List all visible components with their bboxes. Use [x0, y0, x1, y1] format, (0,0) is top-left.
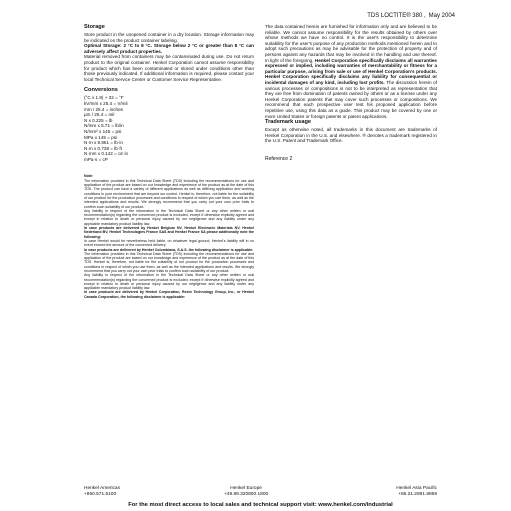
product-title: TDS LOCTITE® 380 , — [367, 13, 426, 19]
storage-optimal-bold: Optimal Storage: 2 °C to 8 °C. Storage below 2 °C or greater than 8 °C can adversely affect product properties. — [84, 43, 254, 54]
conversion-item: N x 0.225 = lb — [84, 117, 113, 123]
disclaimer-text-b: The discussion herein of various processes or compositions is not to be interpreted as representation that they are free from domination of patents owned by others or as a license under any Henkel Corporation patents that may cover such processes or compositions. We recommend that each prospective user test his proposed application before repetitive use, using this data as a guide. This product may be covered by one or more United States or foreign patents or patent applications. — [265, 79, 437, 119]
note-paragraph: The information provided in this Technical Data Sheet (TDS) including the recommendations for use and application of the product are based on our knowledge and experience of the product as at the date of this TDS. Henkel is, therefore, not liable for the suitability of our product for the production processes and conditions in respect of which you use them, as well as the intended applications and results. We strongly recommend that you carry out your own prior trials to confirm such suitability of our product. — [84, 251, 254, 273]
footer-americas — [84, 486, 120, 498]
conversion-item: kV/mm x 25.4 = V/mil — [84, 100, 128, 106]
footer-asia — [396, 486, 437, 498]
storage-text-1: Store product in the unopened container in a dry location. Storage information may be indicated on the product container labeling. — [84, 32, 254, 43]
footer-europe — [224, 486, 268, 498]
left-column — [84, 24, 254, 299]
note-paragraph-bold: In case products are delivered by Henkel Belgium NV, Henkel Electronic Materials NV, Henkel Nederland BV, Henkel Technologies France SAS and Henkel France SA please additionally note the following: — [84, 226, 254, 239]
conversion-item: mm / 25.4 = inches — [84, 106, 123, 112]
note-paragraph: The information provided in this Technical Data Sheet (TDS) including the recommendations for use and application of the product are based on our knowledge and experience of the product as at the date of this TDS. The product can have a variety of different applications as well as differing application and working conditions in your environment that are beyond our control. Henkel is, therefore, not liable for the suitability of our product for the production processes and conditions in respect of which you use them, as well as the intended applications and results. We strongly recommend that you carry out your own prior trials to confirm such suitability of our product. — [84, 178, 254, 209]
disclaimer-text-bold: Henkel Corporation specifically disclaims all warranties expressed or implied, including warranties of merchantability or fitness for a particular purpose, arising from sale or use of Henkel Corporation's products. Henkel Corporation specifically disclaims any liability for consequential or incidental damages of any kind, including lost profits. — [265, 57, 437, 85]
conversion-item: (°C x 1.8) + 32 = °F — [84, 95, 124, 101]
asia-phone: +86.21.2891.8859 — [398, 492, 437, 497]
conversion-item: N/mm x 5.71 = lb/in — [84, 123, 124, 129]
trademark-text: Except as otherwise noted, all trademarks in this document are trademarks of Henkel Corporation in the U.S. and elsewhere. ® denotes a trademark registered in the U.S. Patent and Trademark Office. — [265, 127, 437, 144]
storage-text-2: Material removed from containers may be contaminated during use. Do not return product to the original container. Henkel Corporation cannot assume responsibility for product which has been contaminated or stored under conditions other than those previously indicated. If additional information is required, please contact your local Technical Service Center or Customer Service Representative. — [84, 54, 254, 82]
note-paragraph-bold: In case products are delivered by Henkel Corporation, Resin Technology Group, Inc., or Henkel Canada Corporation, the following disclaimer is applicable: — [84, 290, 254, 299]
americas-label: Henkel Americas — [84, 486, 120, 491]
note-title: Note: — [84, 174, 94, 179]
note-paragraph-bold: In case products are delivered by Henkel Colombiana, S.A.S. the following disclaimer is applicable: — [84, 247, 254, 252]
note-block — [84, 174, 254, 299]
americas-phone: +860.571.5100 — [84, 492, 117, 497]
trademark-title: Trademark usage — [265, 119, 312, 126]
conversion-item: mPa·s = cP — [84, 156, 108, 162]
reference-number: Reference 2 — [265, 155, 293, 162]
conversion-item: N·m x 8.851 = lb·in — [84, 140, 123, 146]
page-header — [367, 13, 455, 19]
asia-label: Henkel Asia Pacific — [396, 486, 437, 491]
europe-phone: +49.89.320800.1800 — [224, 492, 269, 497]
conversion-item: N·mm x 0.142 = oz·in — [84, 151, 129, 157]
footer-cta: For the most direct access to local sales and technical support visit: www.henkel.com/industrial — [128, 502, 393, 508]
disclaimer-paragraph — [265, 24, 437, 119]
conversions-list — [84, 95, 254, 162]
note-paragraph: Any liability in respect of the information in the Technical Data Sheet or any other written or oral recommendation(s) regarding the concerned product is excluded, except if otherwise explicitly agreed and except in relation to death or personal injury caused by our negligence and any liability under any applicable mandatory product liability law. — [84, 208, 254, 226]
note-paragraph: Any liability in respect of the information in the Technical Data Sheet or any other written or oral recommendation(s) regarding the concerned product is excluded, except if otherwise explicitly agreed and except in relation to death or personal injury caused by our negligence and any liability under any applicable mandatory product liability law. — [84, 273, 254, 291]
conversion-item: N/mm² x 145 = psi — [84, 128, 122, 134]
storage-title: Storage — [84, 24, 105, 30]
disclaimer-text-a: The data contained herein are furnished for information only and are believed to be reliable. We cannot assume responsibility for the results obtained by others over whose methods we have no control. It is the user's responsibility to determine suitability for the user's purpose of any production methods mentioned herein and to adopt such precautions as may be advisable for the protection of property and of persons against any hazards that may be involved in the handling and use thereof. In light of the foregoing, — [265, 24, 437, 63]
conversion-item: µm / 25.4 = mil — [84, 112, 115, 118]
storage-optimal — [84, 43, 254, 54]
note-paragraph: In case Henkel would be nevertheless held liable, on whatever legal ground, Henkel's liability will in no event exceed the amount of the concerned delivery. — [84, 238, 254, 248]
conversion-item: N·m x 0.738 = lb·ft — [84, 145, 122, 151]
document-date: May 2004 — [428, 13, 455, 19]
europe-label: Henkel Europe — [230, 486, 262, 491]
conversions-title: Conversions — [84, 87, 118, 94]
right-column — [265, 24, 437, 162]
conversion-item: MPa x 145 = psi — [84, 134, 118, 140]
